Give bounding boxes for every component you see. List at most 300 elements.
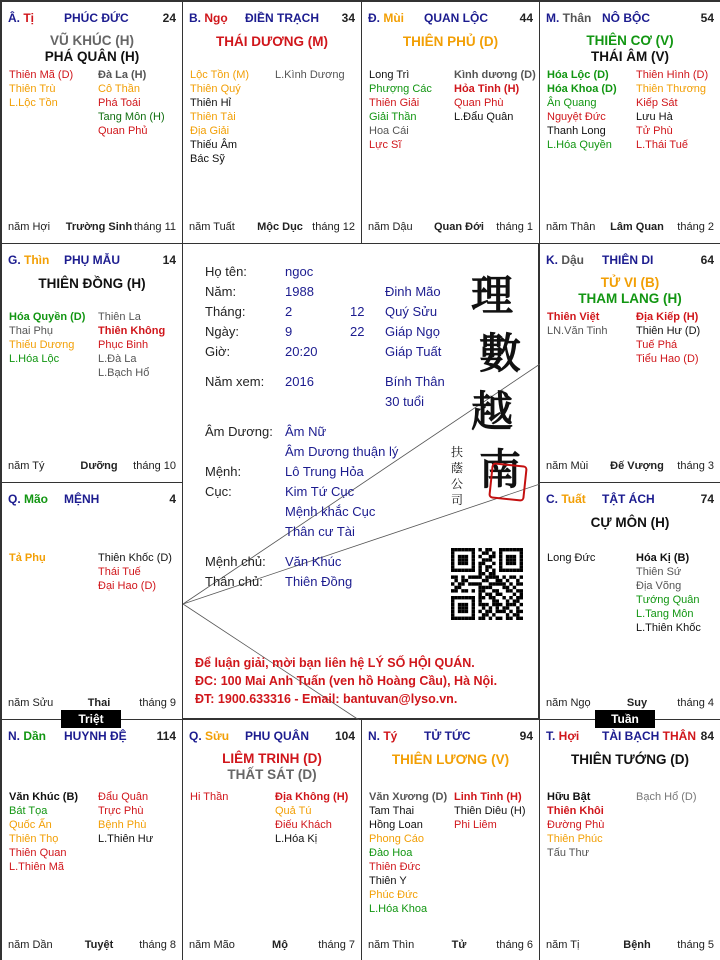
cell-header xyxy=(546,11,714,27)
field-am-duong-label: Âm Dương: xyxy=(205,424,273,439)
field-cuc-value: Kim Tứ Cục xyxy=(285,484,355,499)
stars-left xyxy=(547,68,617,152)
stars-right xyxy=(275,790,348,846)
branch-name: Dần xyxy=(23,729,47,743)
stars-right xyxy=(454,790,526,832)
field-nam-label: Năm: xyxy=(205,284,237,299)
field-menh-label: Mệnh: xyxy=(205,464,242,479)
branch-name: Ngọ xyxy=(204,11,228,25)
star-item: Đường Phù xyxy=(547,819,605,831)
star-item: L.Thiên Khốc xyxy=(636,622,701,634)
cell-palace-name: TẬT ÁCH xyxy=(602,492,655,506)
footer-stage: Quan Đới xyxy=(434,221,484,233)
star-item: Bạch Hổ (D) xyxy=(636,791,697,803)
stars-left xyxy=(9,551,46,565)
field-thang xyxy=(205,304,245,319)
star-item: Thiên Tài xyxy=(190,111,236,123)
field-gio xyxy=(205,344,230,359)
star-item: L.Thái Tuế xyxy=(636,139,688,151)
field-cuc xyxy=(205,484,232,499)
seal-text: 扶 蔭 公 司 xyxy=(451,445,464,507)
palace-cell-hoi[interactable] xyxy=(539,719,720,960)
gio-can-chi: Giáp Tuất xyxy=(385,344,442,359)
cell-palace-name: PHỤ MẪU xyxy=(64,253,120,267)
cell-palace-name: PHU QUÂN xyxy=(245,729,310,743)
cell-footer xyxy=(8,221,176,235)
field-thang-value: 2 xyxy=(285,304,293,319)
nam-can-chi: Đinh Mão xyxy=(385,284,441,299)
than-marker: THÂN xyxy=(662,729,696,743)
footer-stage: Tuyệt xyxy=(84,939,114,951)
cell-number: 24 xyxy=(162,11,176,25)
red-seal-stamp xyxy=(488,462,528,502)
main-star: THIÊN LƯƠNG (V) xyxy=(391,752,510,767)
footer-stage: Suy xyxy=(626,697,648,709)
star-item: Thai Phụ xyxy=(9,325,54,337)
stars-right xyxy=(636,68,708,152)
footer-month: tháng 8 xyxy=(139,939,176,951)
star-item: Long Đức xyxy=(547,552,596,564)
star-item: Ân Quang xyxy=(547,97,597,109)
star-item: Điếu Khách xyxy=(275,819,332,831)
nam-xem-can-chi: Bính Thân xyxy=(385,374,445,389)
cell-header xyxy=(546,729,714,745)
cell-number: 114 xyxy=(156,729,176,743)
field-than-chu-label: Thân chủ: xyxy=(205,574,263,589)
footer-month: tháng 2 xyxy=(677,221,714,233)
stars-left xyxy=(190,790,228,804)
star-item: Thiên Giải xyxy=(369,97,420,109)
stars-left xyxy=(190,68,249,166)
footer-year: năm Tị xyxy=(546,939,580,951)
star-item: Kình dương (D) xyxy=(454,69,536,81)
field-nam-xem-label: Năm xem: xyxy=(205,374,265,389)
branch-stem: Đ. xyxy=(368,11,384,25)
footer-month: tháng 7 xyxy=(318,939,355,951)
palace-cell-mui[interactable] xyxy=(361,1,540,244)
cell-palace-name: ĐIỀN TRẠCH xyxy=(245,11,319,25)
footer-year: năm Thìn xyxy=(368,939,415,951)
star-item: Thanh Long xyxy=(547,125,606,137)
star-item: Tuế Phá xyxy=(636,339,678,351)
branch-stem: T. xyxy=(546,729,559,743)
footer-year: năm Dậu xyxy=(368,221,413,233)
footer-year: năm Sửu xyxy=(8,697,54,709)
branch-stem: C. xyxy=(546,492,562,506)
calligraphy-char: 南 xyxy=(479,445,522,494)
star-item: L.Thiên Hư xyxy=(98,833,154,845)
cell-footer xyxy=(8,697,176,711)
branch-stem: Â. xyxy=(8,11,24,25)
branch-name: Tuất xyxy=(561,492,586,506)
footer-month: tháng 12 xyxy=(312,221,355,233)
footer-month: tháng 10 xyxy=(133,460,176,472)
tuoi: 30 tuổi xyxy=(385,394,425,409)
cell-header xyxy=(368,11,533,27)
branch-stem: N. xyxy=(368,729,384,743)
star-item: Thiên Trù xyxy=(9,83,56,95)
footer-stage: Trường Sinh xyxy=(65,221,133,233)
field-ho-ten-value: ngoc xyxy=(285,264,314,279)
star-item: Long Trì xyxy=(369,69,410,81)
cell-palace-name: HUYNH ĐỆ xyxy=(64,729,127,743)
stars-right xyxy=(275,68,345,82)
branch-name: Hợi xyxy=(558,729,580,743)
cell-branch xyxy=(546,492,586,506)
star-item: L.Tang Môn xyxy=(636,608,694,620)
cell-branch xyxy=(189,729,229,743)
star-item: Nguyệt Đức xyxy=(547,111,606,123)
main-star: THẤT SÁT (D) xyxy=(227,767,317,782)
branch-name: Tý xyxy=(383,729,398,743)
cell-header xyxy=(8,492,176,508)
field-am-duong xyxy=(205,424,273,439)
branch-stem: N. xyxy=(8,729,24,743)
thang-can-chi: Quý Sửu xyxy=(385,304,438,319)
stars-left xyxy=(9,790,78,874)
center-panel xyxy=(182,243,539,719)
cell-branch xyxy=(8,11,34,25)
cell-branch xyxy=(546,253,584,267)
star-item: Đẩu Quân xyxy=(98,791,149,803)
star-item: Phong Cáo xyxy=(369,833,425,845)
field-ho-ten-label: Họ tên: xyxy=(205,264,247,279)
footer-month: tháng 3 xyxy=(677,460,714,472)
star-item: Tam Thai xyxy=(369,805,415,817)
cell-number: 4 xyxy=(169,492,176,506)
calligraphy-char: 理 xyxy=(471,271,514,320)
stars-left xyxy=(547,310,608,338)
stars-right xyxy=(454,68,536,124)
cell-footer xyxy=(546,221,714,235)
stars-right xyxy=(636,310,700,366)
star-item: Hóa Kị (B) xyxy=(636,552,690,564)
star-item: Hồng Loan xyxy=(369,819,423,831)
star-item: Kiếp Sát xyxy=(636,97,678,109)
footer-year: năm Ngọ xyxy=(546,697,591,709)
star-item: Thiếu Âm xyxy=(190,139,238,151)
cell-number: 104 xyxy=(334,729,355,743)
am-duong-thuan-ly: Âm Dương thuận lý xyxy=(285,444,399,459)
star-item: Thái Tuế xyxy=(98,566,141,578)
cell-number: 64 xyxy=(700,253,714,267)
footer-stage: Tử xyxy=(451,939,467,951)
cell-number: 14 xyxy=(162,253,176,267)
star-item: Thiên La xyxy=(98,311,141,323)
star-item: Đại Hao (D) xyxy=(98,580,157,592)
star-item: Địa Võng xyxy=(636,580,682,592)
field-ngay-value: 9 xyxy=(285,324,293,339)
star-item: Thiên Hỉ xyxy=(190,97,231,109)
cell-header xyxy=(368,729,533,745)
field-nam-xem-value: 2016 xyxy=(285,374,314,389)
star-item: Tả Phụ xyxy=(9,552,46,564)
cell-number: 84 xyxy=(700,729,714,743)
cell-header xyxy=(189,11,355,27)
footer-stage: Bệnh xyxy=(623,939,651,951)
footer-year: năm Mão xyxy=(189,939,235,951)
calligraphy-char: 數 xyxy=(479,329,522,378)
star-item: Hi Thần xyxy=(190,791,229,803)
cell-footer xyxy=(546,939,714,953)
footer-year: năm Tý xyxy=(8,460,45,472)
field-than-chu-value: Thiên Đồng xyxy=(285,574,353,589)
palace-cell-dan[interactable] xyxy=(1,719,183,960)
star-item: Tang Môn (H) xyxy=(98,111,165,123)
field-cuc-label: Cục: xyxy=(205,484,232,499)
qr-code xyxy=(451,548,523,620)
star-item: Quan Phù xyxy=(454,97,504,109)
star-item: L.Bạch Hổ xyxy=(98,367,150,379)
field-nam-value: 1988 xyxy=(285,284,314,299)
cell-footer xyxy=(368,221,533,235)
cell-branch xyxy=(8,492,48,506)
stars-right xyxy=(636,790,697,804)
main-star: PHÁ QUÂN (H) xyxy=(44,49,140,64)
star-item: Thiên Thương xyxy=(636,83,707,95)
star-item: Thiên Sứ xyxy=(636,566,682,578)
palace-cell-ngo[interactable] xyxy=(182,1,362,244)
star-item: Hóa Quyền (D) xyxy=(9,311,86,323)
palace-cell-ty[interactable] xyxy=(1,1,183,244)
stars-left xyxy=(9,310,85,366)
star-item: Thiên Y xyxy=(369,875,407,887)
star-item: Thiếu Dương xyxy=(9,339,75,351)
cell-header xyxy=(546,253,714,269)
star-item: Thiên Khốc (D) xyxy=(98,552,172,564)
star-item: Phúc Đức xyxy=(369,889,418,901)
star-item: Tấu Thư xyxy=(547,847,590,859)
field-ho-ten xyxy=(205,264,247,279)
than-cu-tai: Thân cư Tài xyxy=(285,524,355,539)
stars-right xyxy=(98,310,165,380)
stars-left xyxy=(369,68,432,152)
star-item: Bác Sỹ xyxy=(190,153,225,165)
star-item: Văn Xương (D) xyxy=(369,791,448,803)
thang-am: 12 xyxy=(350,304,365,319)
palace-cell-ty2[interactable] xyxy=(361,719,540,960)
branch-name: Sửu xyxy=(205,729,230,743)
cell-footer xyxy=(8,460,176,474)
cell-header xyxy=(8,729,176,745)
star-item: Hữu Bật xyxy=(547,791,591,803)
palace-cell-suu[interactable] xyxy=(182,719,362,960)
star-item: Thiên Hình (D) xyxy=(636,69,709,81)
star-item: Bệnh Phù xyxy=(98,819,147,831)
cell-palace-name: TỬ TỨC xyxy=(424,729,471,743)
star-item: Quốc Ấn xyxy=(9,819,52,831)
cell-number: 94 xyxy=(519,729,533,743)
footer-stage: Mộc Dục xyxy=(257,221,303,233)
cell-footer xyxy=(368,939,533,953)
cell-footer xyxy=(8,939,176,953)
cell-branch xyxy=(189,11,228,25)
star-item: Hóa Khoa (D) xyxy=(547,83,617,95)
main-star: LIÊM TRINH (D) xyxy=(222,751,322,766)
contact-line: ĐT: 1900.633316 - Email: bantuvan@lyso.vn. xyxy=(195,692,458,706)
field-nam xyxy=(205,284,236,299)
main-star: THIÊN ĐỒNG (H) xyxy=(38,276,146,291)
branch-stem: K. xyxy=(546,253,562,267)
cell-number: 34 xyxy=(341,11,355,25)
cell-number: 74 xyxy=(700,492,714,506)
star-item: Thiên Việt xyxy=(547,311,600,323)
field-am-duong-value: Âm Nữ xyxy=(285,424,327,439)
star-item: L.Đà La xyxy=(98,353,137,365)
star-item: Thiên Đức xyxy=(369,861,421,873)
star-item: L.Lộc Tồn xyxy=(9,97,58,109)
cell-branch xyxy=(8,729,46,743)
star-item: Tướng Quân xyxy=(636,594,700,606)
main-star: THAM LANG (H) xyxy=(578,291,682,306)
palace-cell-thin[interactable] xyxy=(1,243,183,483)
star-item: Hỏa Tinh (H) xyxy=(454,83,520,95)
field-menh-value: Lô Trung Hỏa xyxy=(285,464,364,479)
footer-year: năm Tuất xyxy=(189,221,235,233)
star-item: L.Đẩu Quân xyxy=(454,111,514,123)
field-menh-chu-label: Mệnh chủ: xyxy=(205,554,266,569)
star-item: Văn Khúc (B) xyxy=(9,791,79,803)
cell-branch xyxy=(368,11,404,25)
star-item: Thiên Phúc xyxy=(547,833,603,845)
star-item: L.Hóa Khoa xyxy=(369,903,428,915)
star-item: Linh Tinh (H) xyxy=(454,791,522,803)
footer-month: tháng 4 xyxy=(677,697,714,709)
field-menh xyxy=(205,464,241,479)
cell-palace-name: MỆNH xyxy=(64,492,100,506)
star-item: Hoa Cái xyxy=(369,125,409,137)
star-item: Thiên Hư (D) xyxy=(636,325,701,337)
star-item: Phá Toái xyxy=(98,97,141,109)
cell-header xyxy=(546,492,714,508)
star-item: Địa Kiếp (H) xyxy=(636,311,699,323)
star-item: Tử Phù xyxy=(636,125,673,137)
star-item: Thiên Không xyxy=(98,325,166,337)
branch-stem: Q. xyxy=(189,729,206,743)
palace-cell-than[interactable] xyxy=(539,1,720,244)
field-than-chu xyxy=(205,574,263,589)
cell-number: 44 xyxy=(519,11,533,25)
field-menh-chu-value: Văn Khúc xyxy=(285,554,342,569)
cell-branch xyxy=(546,11,591,25)
qr-code-pattern xyxy=(451,548,523,620)
field-thang-label: Tháng: xyxy=(205,304,246,319)
star-item: Thiên Thọ xyxy=(9,833,59,845)
branch-name: Tị xyxy=(23,11,35,25)
contact-line: ĐC: 100 Mai Anh Tuấn (ven hồ Hoàng Cầu), Hà Nội. xyxy=(195,674,498,688)
footer-stage: Lâm Quan xyxy=(610,221,664,233)
ngay-am: 22 xyxy=(350,324,365,339)
main-star: CỰ MÔN (H) xyxy=(590,515,670,530)
footer-year: năm Dần xyxy=(8,939,53,951)
cell-footer xyxy=(189,939,355,953)
star-item: Cô Thần xyxy=(98,83,140,95)
calligraphy-char: 越 xyxy=(471,387,514,436)
star-item: Quả Tú xyxy=(275,805,312,817)
footer-year: năm Hợi xyxy=(8,221,51,233)
star-item: L.Thiên Mã xyxy=(9,861,65,873)
footer-year: năm Thân xyxy=(546,221,596,233)
field-nam-xem xyxy=(205,374,264,389)
cell-header xyxy=(8,11,176,27)
stars-left xyxy=(547,551,595,565)
star-item: Địa Giải xyxy=(190,125,230,137)
star-item: Lộc Tồn (M) xyxy=(190,69,250,81)
cell-branch xyxy=(8,253,49,267)
branch-name: Mão xyxy=(24,492,49,506)
star-item: Lưu Hà xyxy=(636,111,673,123)
cell-footer xyxy=(546,697,714,711)
branch-name: Thân xyxy=(562,11,592,25)
stars-left xyxy=(9,68,73,110)
star-item: Phi Liêm xyxy=(454,819,497,831)
cell-header xyxy=(189,729,355,745)
stars-right xyxy=(98,790,153,846)
star-item: Giải Thần xyxy=(369,111,417,123)
star-item: LN.Văn Tinh xyxy=(547,325,608,337)
star-item: Hóa Lộc (D) xyxy=(547,69,609,81)
star-item: Tiểu Hao (D) xyxy=(636,353,699,365)
star-item: L.Hóa Kị xyxy=(275,833,318,845)
cell-palace-name: PHÚC ĐỨC xyxy=(64,11,129,25)
branch-stem: B. xyxy=(189,11,205,25)
branch-name: Dậu xyxy=(561,253,585,267)
main-star: THÁI DƯƠNG (M) xyxy=(216,34,328,49)
footer-stage: Mộ xyxy=(272,939,288,951)
stars-left xyxy=(547,790,604,860)
cell-branch xyxy=(368,729,397,743)
branch-name: Thìn xyxy=(24,253,50,267)
branch-name: Mùi xyxy=(383,11,405,25)
main-star: VŨ KHÚC (H) xyxy=(50,33,134,48)
cell-palace-name: QUAN LỘC xyxy=(424,11,488,25)
star-item: Thiên Khôi xyxy=(547,805,604,817)
field-gio-value: 20:20 xyxy=(285,344,318,359)
stars-right xyxy=(636,551,701,635)
branch-stem: G. xyxy=(8,253,25,267)
cell-palace-name: TÀI BẠCH xyxy=(602,729,660,743)
footer-month: tháng 6 xyxy=(496,939,533,951)
palace-cell-mao[interactable] xyxy=(1,482,183,720)
cell-palace-name: NÔ BỘC xyxy=(602,11,650,25)
star-item: Địa Không (H) xyxy=(275,791,349,803)
footer-month: tháng 1 xyxy=(496,221,533,233)
main-star: THIÊN TƯỚNG (D) xyxy=(571,752,689,767)
palace-cell-tuat[interactable] xyxy=(539,482,720,720)
star-item: Thiên Diêu (H) xyxy=(454,805,526,817)
footer-stage: Dưỡng xyxy=(80,460,118,472)
main-star: THIÊN PHỦ (D) xyxy=(402,34,499,49)
star-item: Thiên Quý xyxy=(190,83,241,95)
star-item: Thiên Quan xyxy=(9,847,67,859)
field-ngay xyxy=(205,324,239,339)
footer-month: tháng 5 xyxy=(677,939,714,951)
field-menh-chu xyxy=(205,554,266,569)
main-star: THIÊN CƠ (V) xyxy=(586,33,674,48)
ngay-can-chi: Giáp Ngọ xyxy=(385,324,440,339)
footer-month: tháng 9 xyxy=(139,697,176,709)
tuan-marker: Tuần xyxy=(595,710,655,728)
stars-right xyxy=(98,551,172,593)
cell-number: 54 xyxy=(700,11,714,25)
star-item: L.Hóa Quyền xyxy=(547,139,612,151)
main-star: TỬ VI (B) xyxy=(600,275,660,290)
field-ngay-label: Ngày: xyxy=(205,324,239,339)
star-item: Phục Binh xyxy=(98,339,149,351)
main-star: THÁI ÂM (V) xyxy=(591,49,669,64)
footer-stage: Thai xyxy=(87,697,111,709)
palace-cell-dau[interactable] xyxy=(539,243,720,483)
